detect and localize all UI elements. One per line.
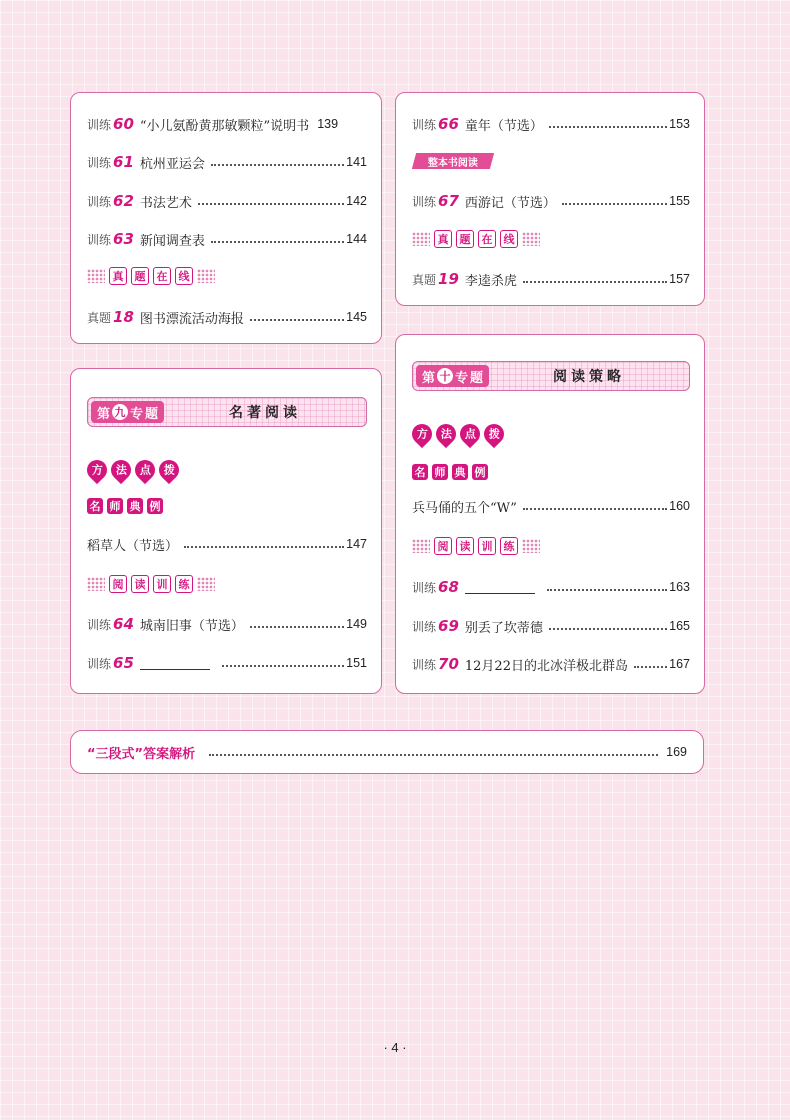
entry-title: 稻草人（节选） — [87, 538, 179, 554]
toc-card-topics-a — [70, 92, 382, 344]
entry-page: 155 — [669, 194, 690, 208]
tag-char: 在 — [153, 267, 171, 285]
entry-number: 61 — [113, 153, 134, 171]
entry-number: 66 — [438, 115, 459, 133]
leader-dots — [211, 241, 344, 243]
entry-number: 69 — [438, 617, 459, 635]
entry-number: 60 — [113, 115, 134, 133]
answers-row[interactable] — [70, 730, 704, 774]
leader-dots — [634, 666, 667, 668]
tag-char: 阅 — [434, 537, 452, 555]
entry-page: 139 — [317, 117, 339, 131]
entry-label: 真题 — [87, 310, 112, 325]
section-tag-method — [87, 459, 179, 481]
entry-page: 147 — [346, 537, 367, 551]
topic-10-banner — [412, 361, 690, 391]
tag-char: 在 — [478, 230, 496, 248]
dot-grid-decoration — [87, 577, 105, 591]
pin-char: 拨 — [155, 456, 183, 484]
entry-page: 157 — [669, 272, 690, 286]
tag-char: 读 — [131, 575, 149, 593]
entry-page: 163 — [669, 580, 690, 594]
entry-page: 153 — [669, 117, 690, 131]
entry-title: “小儿氨酚黄那敏颗粒”说明书 — [139, 118, 310, 134]
entry-title: 别丢了坎蒂德 — [464, 620, 543, 636]
entry-label: 训练 — [412, 117, 437, 132]
entry-label: 训练 — [87, 617, 112, 632]
leader-dots — [184, 546, 344, 548]
section-tag-teacher-examples — [87, 495, 163, 517]
entry-label: 真题 — [412, 272, 437, 287]
leader-dots — [523, 508, 667, 510]
entry-title: 书法艺术 — [139, 195, 192, 211]
tag-char: 名 — [412, 464, 428, 480]
entry-number: 67 — [438, 192, 459, 210]
answers-page: 169 — [666, 745, 687, 759]
leader-dots — [547, 589, 667, 591]
tag-char: 线 — [500, 230, 518, 248]
entry-page: 141 — [346, 155, 367, 169]
leader-dots — [549, 126, 667, 128]
toc-row-60[interactable] — [87, 113, 367, 135]
entry-page: 160 — [669, 499, 690, 513]
dot-grid-decoration — [412, 232, 430, 246]
dot-grid-decoration — [197, 269, 215, 283]
entry-page: 167 — [669, 657, 690, 671]
entry-title: 李逵杀虎 — [464, 273, 517, 289]
dot-grid-decoration — [412, 539, 430, 553]
entry-title: 图书漂流活动海报 — [139, 311, 244, 327]
entry-title: 城南旧事（节选） — [139, 618, 244, 634]
tag-char: 线 — [175, 267, 193, 285]
tag-char: 练 — [175, 575, 193, 593]
tag-char: 阅 — [109, 575, 127, 593]
entry-title: 12月22日的北冰洋极北群岛 — [464, 658, 628, 674]
pin-char: 法 — [107, 456, 135, 484]
entry-title: 新闻调查表 — [139, 233, 205, 249]
leader-dots — [211, 164, 344, 166]
entry-number: 70 — [438, 655, 459, 673]
toc-row-65[interactable] — [87, 652, 367, 674]
toc-row-69[interactable] — [412, 615, 690, 637]
topic-title: 阅读策略 — [553, 369, 626, 385]
entry-number: 62 — [113, 192, 134, 210]
pin-char: 方 — [83, 456, 111, 484]
toc-row-70[interactable] — [412, 653, 690, 675]
toc-row-68[interactable] — [412, 576, 690, 598]
section-tag-real-exam — [87, 265, 215, 287]
entry-number: 64 — [113, 615, 134, 633]
section-tag-real-exam — [412, 228, 540, 250]
leader-dots — [222, 665, 344, 667]
tag-char: 典 — [127, 498, 143, 514]
toc-card-topics-b — [395, 92, 705, 306]
entry-number: 19 — [438, 270, 459, 288]
tag-char: 真 — [109, 267, 127, 285]
tag-char: 名 — [87, 498, 103, 514]
pin-char: 点 — [131, 456, 159, 484]
leader-dots — [562, 203, 667, 205]
leader-dots — [549, 628, 667, 630]
toc-row-64[interactable] — [87, 613, 367, 635]
entry-page: 149 — [346, 617, 367, 631]
pin-char: 法 — [432, 420, 460, 448]
entry-page: 144 — [346, 232, 367, 246]
tag-char: 读 — [456, 537, 474, 555]
whole-book-reading-tag: 整本书阅读 — [412, 153, 494, 169]
entry-title: 西游记（节选） — [464, 195, 556, 211]
entry-number: 68 — [438, 578, 459, 596]
blank-title-line — [140, 657, 210, 670]
entry-page: 151 — [346, 656, 367, 670]
dot-grid-decoration — [522, 232, 540, 246]
tag-char: 典 — [452, 464, 468, 480]
leader-dots — [523, 281, 667, 283]
toc-card-topic-10 — [395, 334, 705, 694]
entry-page: 142 — [346, 194, 367, 208]
tag-char: 师 — [432, 464, 448, 480]
blank-title-line — [465, 581, 535, 594]
toc-card-topic-9 — [70, 368, 382, 694]
entry-label: 训练 — [87, 117, 112, 132]
pin-char: 方 — [408, 420, 436, 448]
entry-label: 训练 — [412, 657, 437, 672]
toc-row-62[interactable] — [87, 190, 367, 212]
entry-title: 杭州亚运会 — [139, 156, 205, 172]
entry-title: 兵马俑的五个“W” — [412, 500, 517, 516]
pin-char: 点 — [456, 420, 484, 448]
entry-page: 145 — [346, 310, 367, 324]
leader-dots — [250, 626, 344, 628]
tag-char: 例 — [472, 464, 488, 480]
entry-number: 65 — [113, 654, 134, 672]
section-tag-teacher-examples — [412, 461, 488, 483]
tag-char: 题 — [131, 267, 149, 285]
leader-dots — [209, 754, 658, 756]
answers-title: “三段式”答案解析 — [87, 746, 196, 762]
toc-row-real-18[interactable] — [87, 306, 367, 328]
topic-9-banner — [87, 397, 367, 427]
entry-label: 训练 — [412, 580, 437, 595]
entry-page: 165 — [669, 619, 690, 633]
entry-title: 童年（节选） — [464, 118, 543, 134]
topic-number-pill: 第 九 专 题 — [91, 401, 164, 423]
entry-label: 训练 — [87, 155, 112, 170]
entry-label: 训练 — [412, 194, 437, 209]
section-tag-method — [412, 423, 504, 445]
entry-label: 训练 — [87, 656, 112, 671]
entry-number: 18 — [113, 308, 134, 326]
toc-row-61[interactable] — [87, 151, 367, 173]
toc-row-67[interactable] — [412, 190, 690, 212]
topic-title: 名著阅读 — [229, 405, 302, 421]
tag-char: 练 — [500, 537, 518, 555]
toc-row-63[interactable] — [87, 228, 367, 250]
dot-grid-decoration — [197, 577, 215, 591]
leader-dots — [198, 203, 344, 205]
tag-char: 例 — [147, 498, 163, 514]
tag-char: 训 — [478, 537, 496, 555]
tag-char: 真 — [434, 230, 452, 248]
entry-label: 训练 — [87, 194, 112, 209]
entry-number: 63 — [113, 230, 134, 248]
topic-number-pill: 第 十 专 题 — [416, 365, 489, 387]
section-tag-reading-practice — [87, 573, 215, 595]
toc-row-66[interactable] — [412, 113, 690, 135]
entry-label: 训练 — [87, 232, 112, 247]
page-number: · 4 · — [383, 1040, 407, 1055]
tag-char: 师 — [107, 498, 123, 514]
toc-row-real-19[interactable] — [412, 268, 690, 290]
toc-row-example[interactable] — [87, 533, 367, 555]
entry-label: 训练 — [412, 619, 437, 634]
toc-row-example[interactable] — [412, 495, 690, 517]
dot-grid-decoration — [522, 539, 540, 553]
section-tag-reading-practice — [412, 535, 540, 557]
dot-grid-decoration — [87, 269, 105, 283]
tag-char: 训 — [153, 575, 171, 593]
tag-char: 题 — [456, 230, 474, 248]
leader-dots — [250, 319, 344, 321]
pin-char: 拨 — [480, 420, 508, 448]
